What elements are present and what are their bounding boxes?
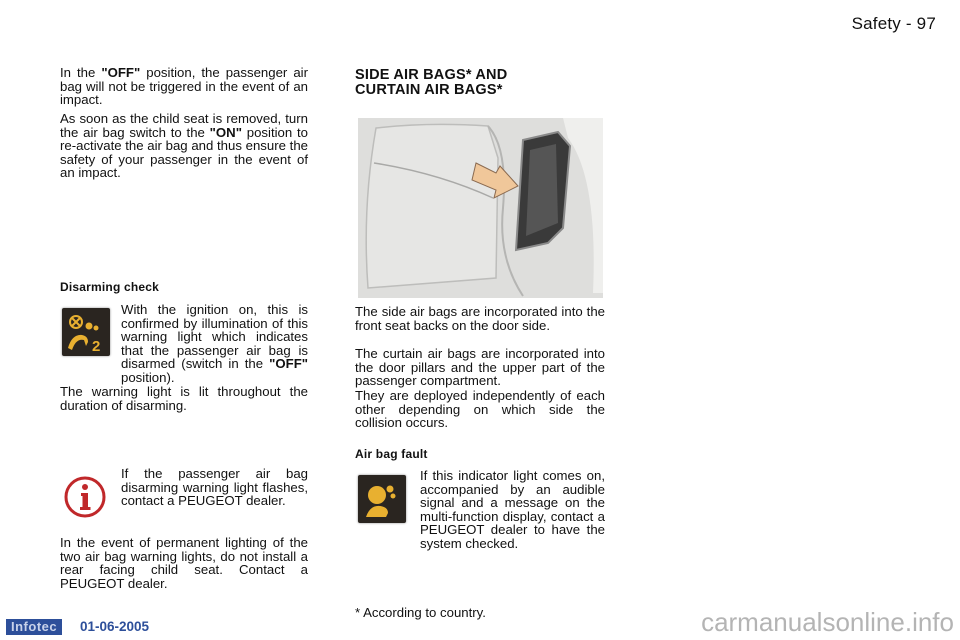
info-icon	[62, 474, 108, 520]
footer-date: 01-06-2005	[80, 619, 150, 634]
permanent-lighting-text: In the event of permanent lighting of the two air bag warning lights, do not install a rear facing child seat. Contact a PEUGEOT dealer.	[60, 535, 308, 591]
footnote: * According to country.	[355, 605, 486, 620]
disarming-duration-note: The warning light is lit throughout the duration of disarming.	[60, 384, 308, 413]
infotec-logo: Infotec	[6, 619, 62, 635]
airbag-fault-heading: Air bag fault	[355, 447, 428, 461]
seat-side-airbag-photo	[358, 118, 603, 298]
page-header-title: Safety - 97	[851, 14, 936, 33]
info-flashing-text: If the passenger air bag disarming warning light flashes, contact a PEUGEOT dealer.	[121, 466, 308, 509]
deployment-text: They are deployed independently of each other depending on which side the collision occurs.	[355, 388, 605, 431]
disarming-check-heading: Disarming check	[60, 280, 160, 294]
curtain-airbags-text: The curtain air bags are incorporated into the door pillars and the upper part of the passenger compartment.	[355, 346, 605, 389]
section-title: SIDE AIR BAGS* AND CURTAIN AIR BAGS*	[355, 67, 508, 98]
watermark-link[interactable]: carmanualsonline.info	[701, 607, 954, 637]
airbag-fault-text-part1: If this indicator light comes on, accompanied by an audible signal and a message on the multi-function display, contact a PEUGEOT dealer to have the system checked.	[420, 468, 605, 551]
svg-text:2: 2	[92, 338, 101, 355]
intro-paragraph-off: In the "OFF" position, the passenger air bag will not be triggered in the event of an impact.	[60, 65, 308, 108]
side-airbags-text: The side air bags are incorporated into the front seat backs on the door side.	[355, 304, 605, 333]
intro-paragraph-on: As soon as the child seat is removed, turn the air bag switch to the "ON" position to re-activate the air bag and thus ensure the safety of your passenger in the event of an impact.	[60, 111, 308, 181]
disarming-check-text: With the ignition on, this is confirmed by illumination of this warning light which indicates that the passenger air bag is disarmed (switch in the "OFF" position).	[121, 302, 308, 385]
passenger-airbag-off-warning-icon	[62, 308, 110, 356]
